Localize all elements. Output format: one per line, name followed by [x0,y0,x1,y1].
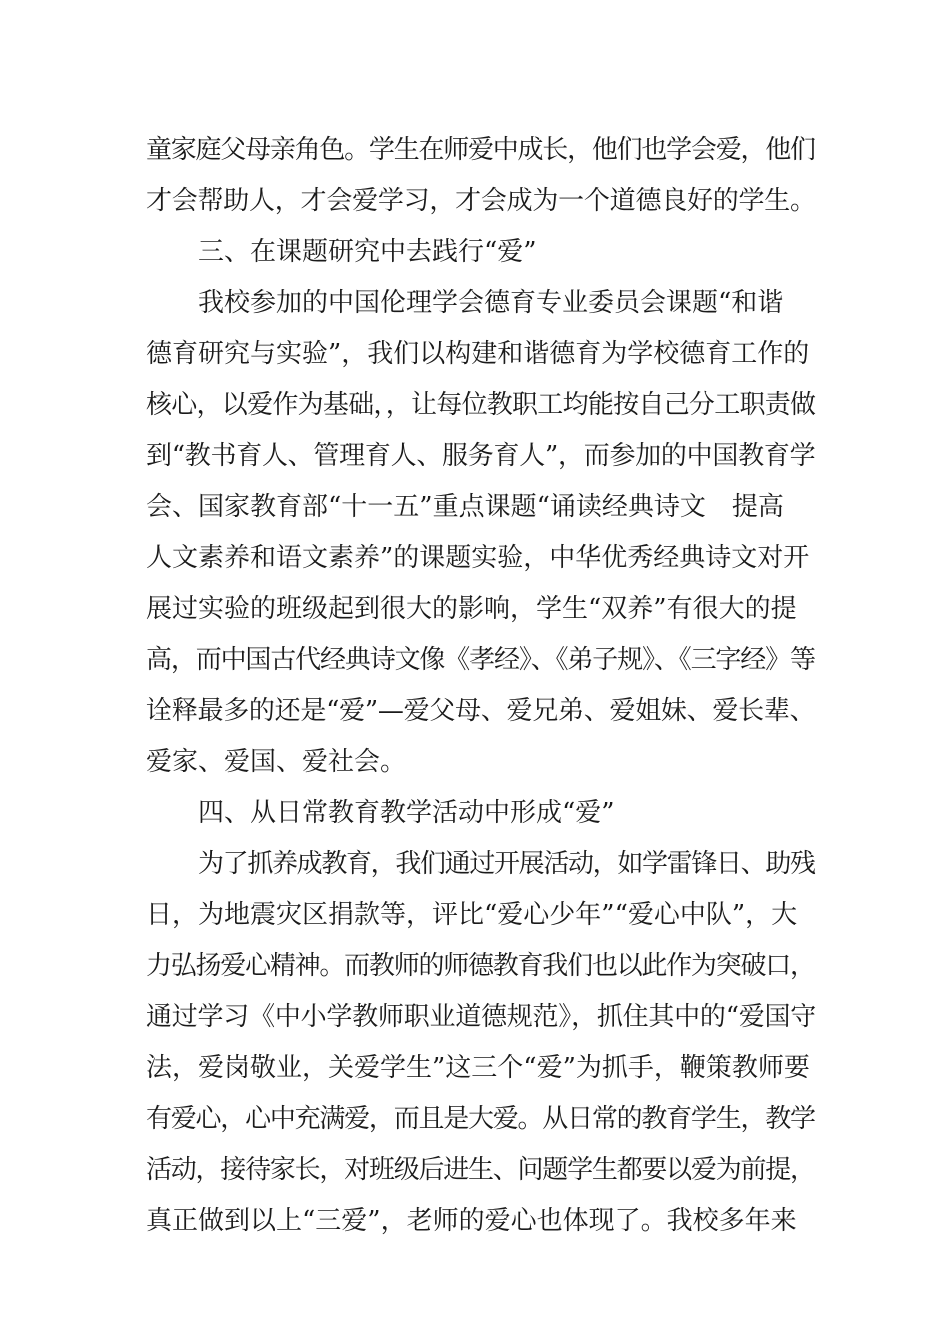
text-line: 力弘扬爱心精神。而教师的师德教育我们也以此作为突破口， [146,951,815,981]
text-line: 人文素养和语文素养”的课题实验，中华优秀经典诗文对开 [146,543,810,573]
text-line: 会、国家教育部“十一五”重点课题“诵读经典诗文 提高 [146,492,784,522]
text-line: 爱家、爱国、爱社会。 [146,747,407,777]
text-line: 德育研究与实验”，我们以构建和谐德育为学校德育工作的 [146,339,810,369]
section-heading: 四、从日常教育教学活动中形成“爱” [198,798,615,828]
text-line: 诠释最多的还是“爱”—爱父母、爱兄弟、爱姐妹、爱长辈、 [146,696,816,726]
text-line: 童家庭父母亲角色。学生在师爱中成长，他们也学会爱，他们 [146,135,815,165]
text-line: 真正做到以上“三爱”，老师的爱心也体现了。我校多年来 [146,1206,797,1236]
paragraph-first-line: 为了抓养成教育，我们通过开展活动，如学雷锋日、助残 [198,849,815,879]
text-line: 有爱心，心中充满爱，而且是大爱。从日常的教育学生，教学 [146,1104,815,1134]
section-heading: 三、在课题研究中去践行“爱” [198,237,537,267]
text-line: 法，爱岗敬业，关爱学生”这三个“爱”为抓手，鞭策教师要 [146,1053,810,1083]
text-line: 到“教书育人、管理育人、服务育人”，而参加的中国教育学 [146,441,816,471]
text-line: 展过实验的班级起到很大的影响，学生“双养”有很大的提 [146,594,797,624]
text-line: 核心，以爱作为基础，，让每位教职工均能按自己分工职责做 [146,390,816,420]
text-line: 通过学习《中小学教师职业道德规范》，抓住其中的“爱国守 [146,1002,817,1032]
text-line: 才会帮助人，才会爱学习，才会成为一个道德良好的学生。 [146,186,816,216]
paragraph-first-line: 我校参加的中国伦理学会德育专业委员会课题“和谐 [198,288,784,318]
text-line: 高，而中国古代经典诗文像《孝经》、《弟子规》、《三字经》等 [146,645,815,675]
text-line: 活动，接待家长，对班级后进生、问题学生都要以爱为前提， [146,1155,815,1185]
text-line: 日，为地震灾区捐款等，评比“爱心少年”“爱心中队”，大 [146,900,798,930]
